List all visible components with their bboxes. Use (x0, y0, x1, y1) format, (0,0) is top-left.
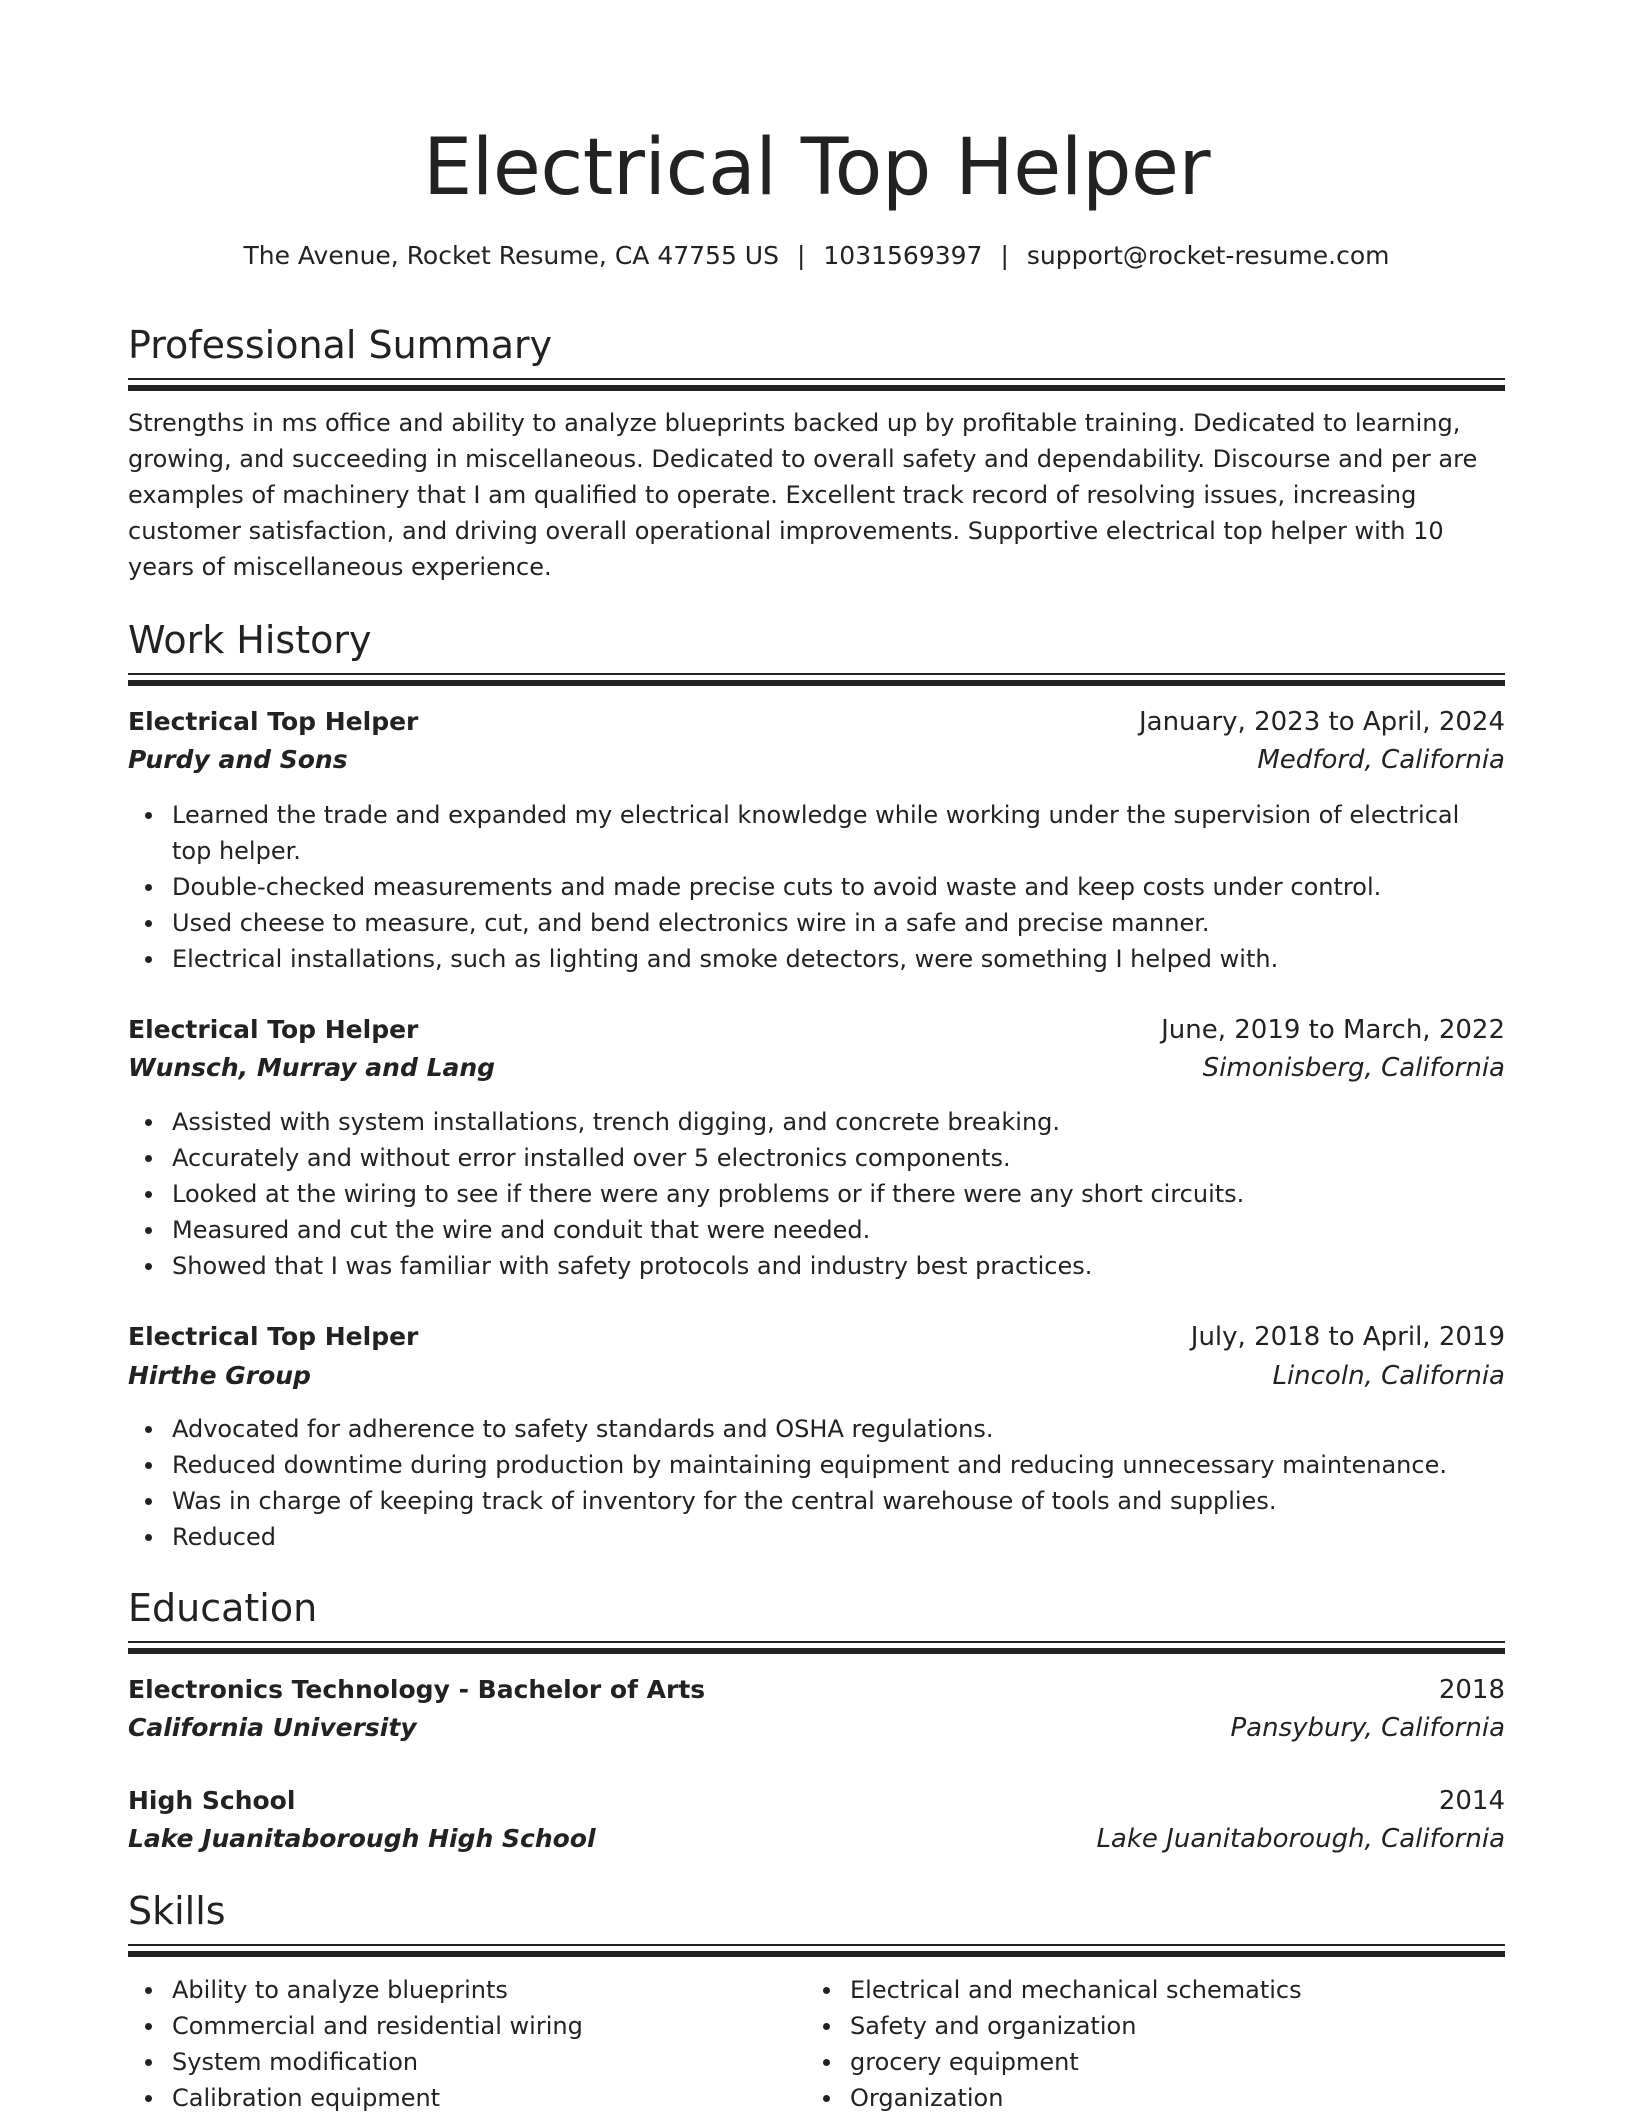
list-item: Learned the trade and expanded my electrical knowledge while working under the supervision of electrical top helper. (172, 797, 1505, 869)
skills-list-right (806, 1972, 1466, 2116)
job-role: Electrical Top Helper (128, 707, 419, 736)
list-item: Electrical and mechanical schematics (850, 1972, 1466, 2008)
section-title-education: Education (128, 1586, 318, 1630)
education-header (128, 1782, 1505, 1820)
job-dates: June, 2019 to March, 2022 (1161, 1015, 1505, 1045)
job-location: Medford, California (1257, 745, 1505, 775)
list-item: Assisted with system installations, trench digging, and concrete breaking. (172, 1104, 1505, 1140)
list-item: Accurately and without error installed over 5 electronics components. (172, 1140, 1505, 1176)
contact-email: support@rocket-resume.com (1026, 241, 1390, 270)
section-divider (128, 1641, 1505, 1654)
education-year: 2018 (1438, 1675, 1505, 1705)
list-item: Double-checked measurements and made precise cuts to avoid waste and keep costs under control. (172, 869, 1505, 905)
contact-line (128, 238, 1505, 274)
list-item: Showed that I was familiar with safety protocols and industry best practices. (172, 1248, 1505, 1284)
job-company: Hirthe Group (128, 1361, 311, 1390)
contact-separator: | (796, 241, 806, 270)
list-item: Was in charge of keeping track of inventory for the central warehouse of tools and supplies. (172, 1483, 1505, 1519)
list-item: Measured and cut the wire and conduit that were needed. (172, 1212, 1505, 1248)
contact-separator: | (1000, 241, 1009, 270)
job-role: Electrical Top Helper (128, 1322, 419, 1351)
job-subheader (128, 1049, 1505, 1087)
list-item: Calibration equipment (172, 2080, 788, 2116)
job-header (128, 703, 1505, 741)
list-item: Ability to analyze blueprints (172, 1972, 788, 2008)
job-bullets (128, 1411, 1505, 1555)
job-company: Wunsch, Murray and Lang (128, 1053, 496, 1082)
list-item: Reduced (172, 1519, 1505, 1555)
education-degree: High School (128, 1786, 296, 1815)
job-location: Lincoln, California (1272, 1361, 1505, 1391)
list-item: Used cheese to measure, cut, and bend electronics wire in a safe and precise manner. (172, 905, 1505, 941)
section-title-skills: Skills (128, 1889, 226, 1933)
contact-phone: 1031569397 (823, 241, 983, 270)
section-divider (128, 378, 1505, 391)
list-item: Commercial and residential wiring (172, 2008, 788, 2044)
education-subheader (128, 1709, 1505, 1747)
summary-text: Strengths in ms office and ability to analyze blueprints backed up by profitable training. Dedicated to learning, growing, and succeeding in miscellaneous. Dedicated to overall safety and dependability. Discourse and per are examples of machinery that I am qualified to operate. Excellent track record of resolving issues, increasing customer satisfaction, and driving overall operational improvements. Supportive electrical top helper with 10 years of miscellaneous experience. (128, 409, 1478, 581)
job-header (128, 1318, 1505, 1356)
contact-address: The Avenue, Rocket Resume, CA 47755 US (243, 241, 779, 270)
education-subheader (128, 1820, 1505, 1858)
education-location: Lake Juanitaborough, California (1096, 1824, 1505, 1854)
list-item: Safety and organization (850, 2008, 1466, 2044)
job-bullets (128, 797, 1505, 977)
job-location: Simonisberg, California (1202, 1053, 1505, 1083)
education-school: Lake Juanitaborough High School (128, 1824, 596, 1853)
education-school: California University (128, 1713, 417, 1742)
education-location: Pansybury, California (1230, 1713, 1505, 1743)
list-item: grocery equipment (850, 2044, 1466, 2080)
job-subheader (128, 741, 1505, 779)
job-bullets (128, 1104, 1505, 1284)
section-divider (128, 1944, 1505, 1957)
list-item: System modification (172, 2044, 788, 2080)
education-degree: Electronics Technology - Bachelor of Arts (128, 1675, 706, 1704)
education-year: 2014 (1438, 1786, 1505, 1816)
skills-list-left (128, 1972, 788, 2116)
section-divider (128, 673, 1505, 686)
job-company: Purdy and Sons (128, 745, 348, 774)
job-dates: July, 2018 to April, 2019 (1190, 1322, 1505, 1352)
list-item: Reduced downtime during production by maintaining equipment and reducing unnecessary maintenance. (172, 1447, 1505, 1483)
list-item: Organization (850, 2080, 1466, 2116)
section-title-work: Work History (128, 618, 372, 662)
resume-name: Electrical Top Helper (422, 123, 1211, 213)
section-title-summary: Professional Summary (128, 323, 553, 367)
job-role: Electrical Top Helper (128, 1015, 419, 1044)
job-subheader (128, 1357, 1505, 1395)
list-item: Electrical installations, such as lighting and smoke detectors, were something I helped with. (172, 941, 1505, 977)
job-dates: January, 2023 to April, 2024 (1138, 707, 1505, 737)
list-item: Looked at the wiring to see if there were any problems or if there were any short circuits. (172, 1176, 1505, 1212)
education-header (128, 1671, 1505, 1709)
list-item: Advocated for adherence to safety standards and OSHA regulations. (172, 1411, 1505, 1447)
job-header (128, 1011, 1505, 1049)
